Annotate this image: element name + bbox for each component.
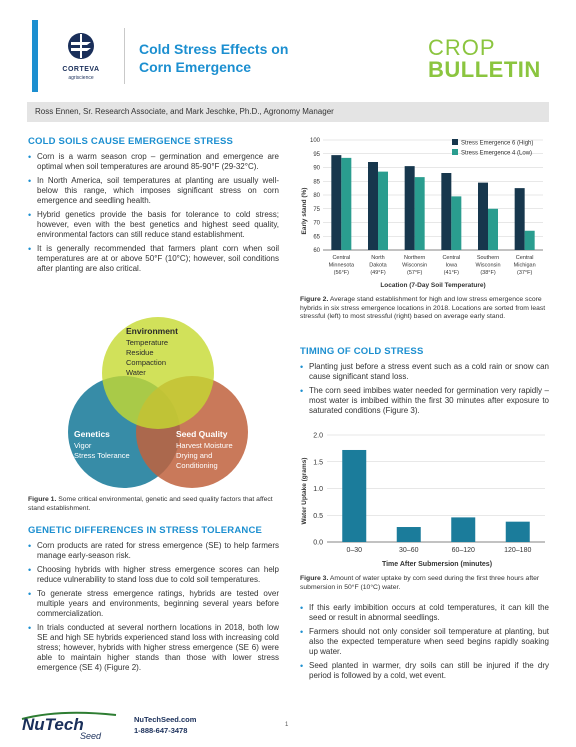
figure3-caption — [300, 575, 550, 592]
venn-seed-item: Conditioning — [176, 461, 218, 470]
section-cold-soils — [28, 137, 279, 278]
list-item: • If this early imbibition occurs at cold temperatures, it can kill the seed or result in abnormal seedlings. — [300, 603, 549, 623]
x-tick-label: 60–120 — [451, 547, 475, 554]
figure2-label: Figure 2. — [300, 296, 329, 303]
bar-se4 — [378, 172, 388, 250]
bar-water-uptake — [342, 450, 366, 542]
bar-se4 — [341, 158, 351, 250]
bar-se6 — [441, 173, 451, 250]
section-heading: COLD SOILS CAUSE EMERGENCE STRESS — [28, 136, 234, 147]
venn-gen-title: Genetics — [74, 429, 110, 439]
x-tick-label: 120–180 — [504, 547, 532, 554]
page-number: 1 — [285, 722, 289, 728]
figure1-caption — [28, 496, 279, 513]
venn-gen-item: Vigor — [74, 441, 92, 450]
x-tick-label: (41°F) — [443, 270, 460, 276]
venn-seed-item: Harvest Moisture — [176, 441, 233, 450]
venn-env-item: Water — [126, 368, 146, 377]
figure3-text: Amount of water uptake by corn seed during the first three hours after submersion in 50°F (10°C) water. — [300, 575, 540, 591]
y-tick-label: 75 — [313, 206, 320, 213]
section-heading: TIMING OF COLD STRESS — [300, 346, 424, 357]
page-title — [139, 40, 359, 76]
venn-seed-item: Drying and — [176, 451, 213, 460]
bar-se6 — [331, 155, 341, 250]
authors: Ross Ennen, Sr. Research Associate, and Mark Jeschke, Ph.D., Agronomy Manager — [35, 107, 334, 116]
title-line1: Cold Stress Effects on — [139, 41, 289, 57]
author-band — [27, 102, 549, 122]
phone-number: 1-888-647-3478 — [134, 726, 188, 735]
venn-seed-title: Seed Quality — [176, 429, 228, 439]
x-tick-label: Central — [442, 255, 461, 261]
y-tick-label: 85 — [313, 179, 320, 186]
x-tick-label: 30–60 — [399, 547, 419, 554]
legend-swatch-high — [452, 139, 458, 145]
x-tick-label: Dakota — [369, 262, 387, 269]
header-divider — [124, 28, 125, 84]
x-tick-label: (57°F) — [406, 270, 423, 276]
list-item: • Choosing hybrids with higher stress emergence scores can help reduce vulnerability to stand loss due to cold soil temperatures. — [28, 565, 279, 585]
x-axis-label: Time After Submersion (minutes) — [381, 561, 493, 568]
figure2-text: Average stand establishment for high and low stress emergence score hybrids in six stress emergence locations in 2018. Locations are sorted from least stressful (left) to most stressful (right) based on average early stand. — [300, 296, 546, 320]
x-tick-label: Northern — [403, 255, 426, 261]
y-tick-label: 2.0 — [313, 432, 323, 440]
list-item: • In trials conducted at several northern locations in 2018, both low SE and high SE hybrids experienced stand loss with increasing cold stress; however, hybrids with higher stress emergence (SE 6) were able to maintain higher stands than those with lower stress emergence (SE 4) (Figure 2). — [28, 623, 279, 673]
bar-water-uptake — [451, 517, 475, 542]
x-tick-labels — [329, 255, 536, 276]
legend-label-low: Stress Emergence 4 (Low) — [461, 150, 533, 157]
y-tick-label: 90 — [313, 165, 320, 172]
bar-se6 — [478, 183, 488, 250]
y-axis-label: Early stand (%) — [301, 187, 308, 235]
venn-env-title: Environment — [126, 326, 178, 336]
nutech-wordmark: NuTech — [22, 715, 84, 734]
y-tick-label: 95 — [313, 151, 320, 158]
x-tick-label: (56°F) — [333, 270, 350, 276]
bar-se6 — [515, 188, 525, 250]
venn-diagram — [58, 315, 258, 495]
y-tick-label: 100 — [309, 138, 320, 144]
list-item: • Corn is a warm season crop – germination and emergence are optimal when soil temperatures are around 85-90°F (29-32°C). — [28, 152, 279, 172]
y-tick-label: 0.5 — [313, 512, 323, 520]
corteva-wordmark: CORTEVA — [62, 66, 100, 73]
x-tick-label: Central — [332, 255, 351, 261]
y-tick-label: 0.0 — [313, 539, 323, 547]
bar-series — [342, 450, 530, 542]
list-item: • In North America, soil temperatures at planting are usually well-below this range, which imposes significant stress on corn emergence and seedling health. — [28, 176, 279, 206]
bar-se4 — [415, 177, 425, 250]
bar-water-uptake — [506, 522, 530, 542]
accent-bar — [32, 20, 38, 92]
list-item: • Planting just before a stress event such as a cold rain or snow can cause significant stand loss. — [300, 362, 549, 382]
list-item: • The corn seed imbibes water needed for germination very rapidly – most water is imbibed within the first 30 minutes after exposure to saturated conditions (Figure 3). — [300, 386, 549, 416]
bar-se4 — [451, 196, 461, 250]
title-line2: Corn Emergence — [139, 59, 252, 75]
y-axis-label: Water Uptake (grams) — [301, 457, 308, 525]
list-item: • Hybrid genetics provide the basis for tolerance to cold stress; however, even with the best genetics and highest seed quality, environmental factors can still reduce stand establishment. — [28, 210, 279, 240]
list-item: • Seed planted in warmer, dry soils can still be injured if the dry period is followed by a cold, wet event. — [300, 661, 549, 681]
x-tick-label: Minnesota — [328, 262, 355, 269]
bar-water-uptake — [397, 527, 421, 542]
figure1-text: Some critical environmental, genetic and seed quality factors that affect stand establishment. — [28, 496, 273, 512]
x-tick-labels — [346, 547, 531, 554]
y-tick-label: 70 — [313, 220, 320, 227]
x-tick-label: (38°F) — [480, 270, 496, 276]
x-tick-label: North — [371, 255, 385, 261]
x-tick-label: Wisconsin — [402, 262, 428, 269]
x-axis-label: Location (7-Day Soil Temperature) — [380, 282, 486, 289]
legend-label-high: Stress Emergence 6 (High) — [461, 140, 534, 147]
bullet-list — [300, 362, 549, 416]
section-genetic-differences — [28, 526, 279, 677]
y-tick-label: 1.0 — [313, 486, 323, 493]
x-tick-label: Wisconsin — [475, 262, 501, 269]
bulletin-word: BULLETIN — [428, 57, 541, 82]
stand-establishment-chart — [297, 133, 549, 293]
bar-se6 — [368, 162, 378, 250]
bullet-list — [28, 152, 279, 274]
list-item: • It is generally recommended that farmers plant corn when soil temperatures are at or above 50°F (10°C); however, soil conditions after planting are also critical. — [28, 244, 279, 274]
x-tick-label: Southern — [476, 255, 500, 261]
figure1-label: Figure 1. — [28, 496, 57, 503]
figure2-caption — [300, 296, 550, 322]
crop-word: CROP — [428, 35, 496, 60]
figure3-label: Figure 3. — [300, 575, 329, 582]
x-tick-label: Iowa — [445, 262, 458, 269]
list-item: • Farmers should not only consider soil temperature at planting, but also the expected temperature when seed begins rapidly soaking up water. — [300, 627, 549, 657]
bar-se4 — [488, 209, 498, 250]
y-tick-label: 1.5 — [313, 459, 323, 467]
bullet-list — [300, 603, 549, 681]
y-tick-label: 65 — [313, 234, 320, 241]
bullet-list — [28, 541, 279, 673]
legend-swatch-low — [452, 149, 458, 155]
footer-contact — [134, 714, 196, 736]
bar-series — [331, 155, 534, 250]
bar-se4 — [525, 231, 535, 250]
y-tick-label: 80 — [313, 193, 320, 199]
nutech-logo — [20, 707, 120, 741]
section-timing — [300, 347, 549, 420]
corteva-subword: agriscience — [68, 75, 94, 81]
x-tick-label: Central — [515, 255, 534, 261]
list-item: • Corn products are rated for stress emergence (SE) to help farmers manage early-season risk. — [28, 541, 279, 561]
y-tick-label: 60 — [313, 248, 320, 254]
nutech-subword: Seed — [80, 731, 102, 741]
x-tick-label: (49°F) — [370, 270, 386, 276]
header — [0, 0, 576, 95]
venn-env-item: Residue — [126, 348, 154, 357]
list-item: • To generate stress emergence ratings, hybrids are tested over multiple years and environments, beginning several years before commercialization. — [28, 589, 279, 619]
x-tick-label: 0–30 — [346, 547, 363, 554]
website-link[interactable]: NuTechSeed.com — [134, 715, 197, 724]
venn-env-item: Temperature — [126, 338, 169, 347]
venn-env-item: Compaction — [126, 358, 167, 367]
section-imbibition — [300, 603, 549, 685]
section-heading: GENETIC DIFFERENCES IN STRESS TOLERANCE — [28, 525, 263, 536]
x-tick-label: (37°F) — [516, 270, 533, 276]
venn-gen-item: Stress Tolerance — [74, 451, 130, 460]
bar-se6 — [405, 166, 415, 250]
x-tick-label: Michigan — [513, 262, 536, 269]
water-uptake-chart — [297, 425, 549, 573]
